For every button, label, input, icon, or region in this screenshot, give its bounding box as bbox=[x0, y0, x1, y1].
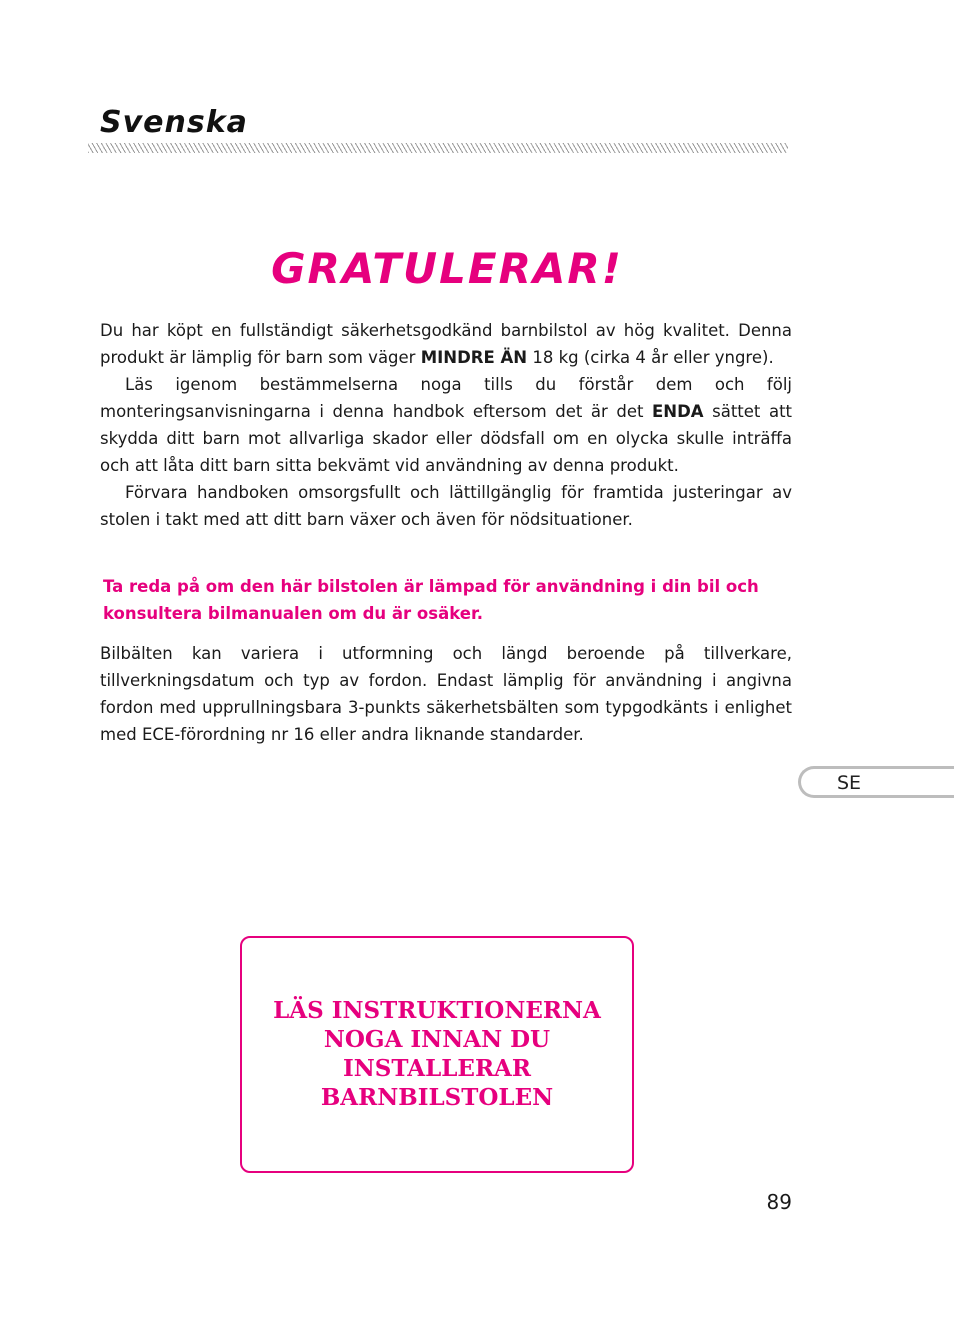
intro-paragraph-2 bbox=[100, 371, 792, 479]
intro-section bbox=[100, 317, 792, 533]
language-tab bbox=[798, 766, 954, 798]
notice-text bbox=[242, 996, 632, 1112]
intro-bold-1: MINDRE ÄN bbox=[420, 348, 528, 367]
notice-box bbox=[240, 936, 634, 1173]
notice-line-1: LÄS INSTRUKTIONERNA bbox=[273, 997, 601, 1024]
belts-paragraph: Bilbälten kan variera i utformning och längd beroende på tillverkare, tillverkningsdatum och typ av fordon. Endast lämplig för användning i angivna fordon med upprullningsbara 3-punkts säkerhetsbälten som typgodkänts i enlighet med ECE-förordning nr 16 eller andra liknande standarder. bbox=[100, 644, 792, 744]
intro-text-2a: Läs igenom bestämmelserna noga tills du förstår dem och följ monteringsanvisningarna i denna handbok eftersom det är det bbox=[100, 375, 792, 421]
notice-line-3: INSTALLERAR bbox=[342, 1055, 532, 1082]
notice-line-2: NOGA INNAN DU bbox=[323, 1026, 551, 1053]
intro-text-2b: sättet att skydda ditt barn mot allvarliga skador eller dödsfall om en olycka skulle inträffa och att låta ditt barn sitta bekvämt vid användning av denna produkt. bbox=[100, 402, 793, 475]
intro-paragraph-3: Förvara handboken omsorgsfullt och lättillgänglig för framtida justeringar av stolen i takt med att ditt barn växer och även för nödsituationer. bbox=[100, 483, 792, 529]
intro-text-1a: Du har köpt en fullständigt säkerhetsgodkänd barnbilstol av hög kvalitet. Denna produkt är lämplig för barn som väger bbox=[100, 321, 792, 367]
section-title: Svenska bbox=[100, 105, 248, 140]
intro-paragraph-1 bbox=[100, 317, 792, 371]
page-title: GRATULERAR! bbox=[271, 244, 623, 293]
language-tab-label: SE bbox=[837, 772, 862, 794]
intro-bold-2: ENDA bbox=[652, 402, 704, 421]
belts-section bbox=[100, 640, 792, 748]
notice-line-4: BARNBILSTOLEN bbox=[320, 1084, 554, 1111]
warning-text: Ta reda på om den här bilstolen är lämpad för användning i din bil och konsultera bilmanualen om du är osäker. bbox=[103, 577, 759, 623]
intro-text-1b: 18 kg (cirka 4 år eller yngre). bbox=[527, 348, 774, 367]
hatched-divider bbox=[88, 143, 788, 153]
page-number: 89 bbox=[766, 1190, 792, 1214]
